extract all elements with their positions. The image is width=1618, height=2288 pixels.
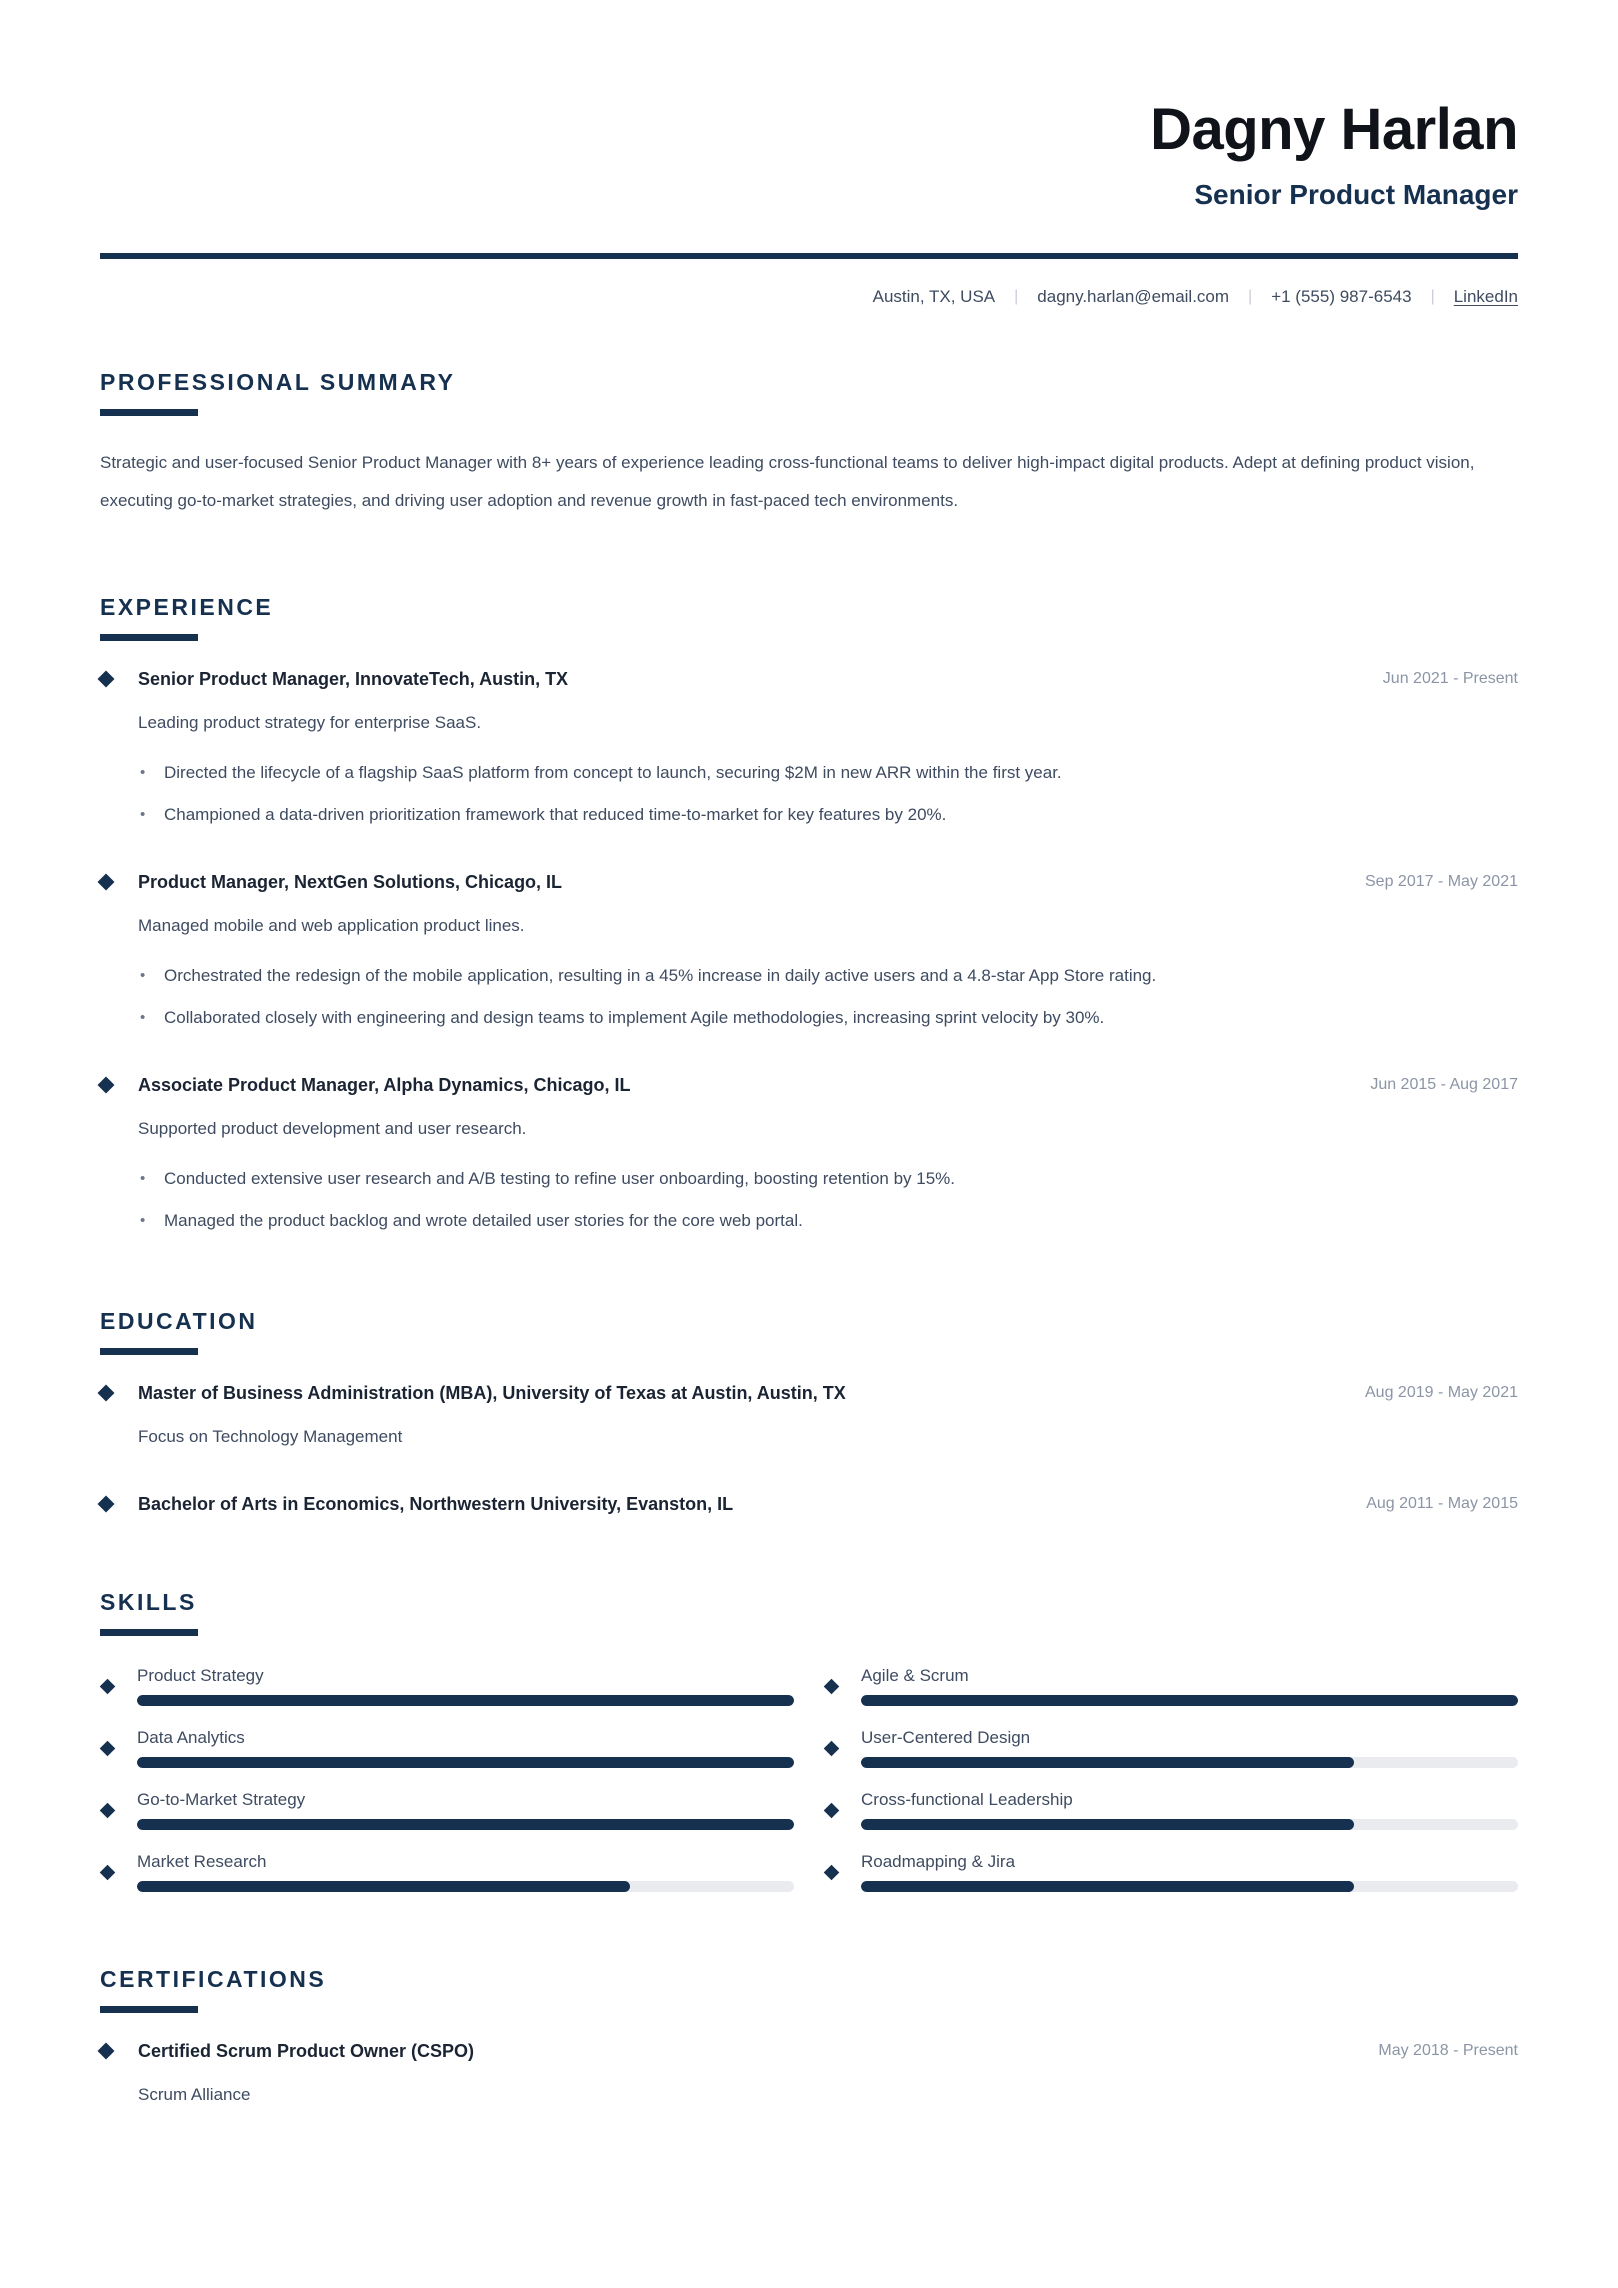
entry-header xyxy=(100,872,1518,893)
skill-label: Market Research xyxy=(137,1851,267,1871)
entry-subtitle: Supported product development and user research. xyxy=(138,1118,527,1138)
bullet-point: • Conducted extensive user research and A/B testing to refine user onboarding, boosting retention by 15%. xyxy=(138,1166,1518,1192)
section-experience xyxy=(100,594,1518,1234)
entry-date: Aug 2019 - May 2021 xyxy=(1365,1384,1518,1402)
skill-progress-track xyxy=(137,1881,794,1892)
skill-item xyxy=(824,1790,1518,1830)
section-education xyxy=(100,1308,1518,1515)
section-title: CERTIFICATIONS xyxy=(100,1965,327,1992)
bullet-point: • Managed the product backlog and wrote detailed user stories for the core web portal. xyxy=(138,1208,1518,1234)
section-title: PROFESSIONAL SUMMARY xyxy=(100,368,456,395)
diamond-bullet-icon xyxy=(824,1741,840,1757)
entry-date: Jun 2015 - Aug 2017 xyxy=(1370,1076,1518,1094)
bullet-point: • Directed the lifecycle of a flagship SaaS platform from concept to launch, securing $2M in new ARR within the first year. xyxy=(138,760,1518,786)
header-divider xyxy=(100,253,1518,259)
section-title-underline xyxy=(100,409,198,416)
summary-text: Strategic and user-focused Senior Product Manager with 8+ years of experience leading cross-functional teams to deliver high-impact digital products. Adept at defining product vision, executing go-to-market strategies, and driving user adoption and revenue growth in fast-paced tech environments. xyxy=(100,452,1475,510)
entry-subtitle: Scrum Alliance xyxy=(138,2084,251,2104)
contact-email: dagny.harlan@email.com xyxy=(1037,286,1230,306)
diamond-bullet-icon xyxy=(98,1077,115,1094)
bullet-point: • Championed a data-driven prioritization framework that reduced time-to-market for key features by 20%. xyxy=(138,802,1518,828)
skill-item xyxy=(824,1728,1518,1768)
skill-item xyxy=(100,1790,794,1830)
entry-bullet-list xyxy=(138,1166,1518,1234)
diamond-bullet-icon xyxy=(98,1385,115,1402)
entry-title: Master of Business Administration (MBA), University of Texas at Austin, Austin, TX xyxy=(138,1382,846,1403)
diamond-bullet-icon xyxy=(100,1679,116,1695)
skill-progress-fill xyxy=(861,1695,1518,1706)
entry-title: Certified Scrum Product Owner (CSPO) xyxy=(138,2040,475,2061)
skill-item xyxy=(100,1728,794,1768)
skills-grid xyxy=(100,1666,1518,1892)
entry-subtitle: Leading product strategy for enterprise SaaS. xyxy=(138,712,482,732)
section-title: SKILLS xyxy=(100,1588,197,1615)
experience-entry xyxy=(100,1075,1518,1234)
entry-header xyxy=(100,1494,1518,1515)
skill-progress-track xyxy=(137,1819,794,1830)
skill-progress-fill xyxy=(137,1819,794,1830)
candidate-name: Dagny Harlan xyxy=(1150,97,1518,162)
skill-progress-track xyxy=(137,1757,794,1768)
diamond-bullet-icon xyxy=(98,1496,115,1513)
education-entry xyxy=(100,1494,1518,1515)
skill-item xyxy=(100,1666,794,1706)
contact-row xyxy=(100,287,1518,307)
entry-date: Jun 2021 - Present xyxy=(1382,670,1518,688)
skill-item xyxy=(824,1666,1518,1706)
linkedin-link[interactable]: LinkedIn xyxy=(1453,286,1518,306)
entry-title: Associate Product Manager, Alpha Dynamics, Chicago, IL xyxy=(138,1074,631,1095)
experience-entry xyxy=(100,669,1518,828)
skill-progress-track xyxy=(861,1695,1518,1706)
skill-progress-track xyxy=(861,1881,1518,1892)
section-skills xyxy=(100,1589,1518,1892)
skill-progress-track xyxy=(861,1819,1518,1830)
bullet-point: • Collaborated closely with engineering and design teams to implement Agile methodologies, increasing sprint velocity by 30%. xyxy=(138,1005,1518,1031)
section-title: EDUCATION xyxy=(100,1307,258,1334)
skill-progress-fill xyxy=(861,1757,1354,1768)
skill-label: Product Strategy xyxy=(137,1665,264,1685)
diamond-bullet-icon xyxy=(100,1741,116,1757)
skill-progress-fill xyxy=(137,1757,794,1768)
entry-bullet-list xyxy=(138,963,1518,1031)
section-title-underline xyxy=(100,1629,198,1636)
bullet-point: • Orchestrated the redesign of the mobile application, resulting in a 45% increase in daily active users and a 4.8-star App Store rating. xyxy=(138,963,1518,989)
section-summary xyxy=(100,369,1518,520)
contact-separator: | xyxy=(1248,287,1253,305)
section-certifications xyxy=(100,1966,1518,2108)
skill-progress-track xyxy=(137,1695,794,1706)
skill-item xyxy=(100,1852,794,1892)
skill-progress-fill xyxy=(137,1881,630,1892)
entry-header xyxy=(100,2041,1518,2062)
diamond-bullet-icon xyxy=(98,2043,115,2060)
resume-header xyxy=(100,97,1518,307)
entry-subtitle: Managed mobile and web application product lines. xyxy=(138,915,525,935)
diamond-bullet-icon xyxy=(824,1865,840,1881)
section-title-underline xyxy=(100,634,198,641)
diamond-bullet-icon xyxy=(100,1865,116,1881)
entry-subtitle: Focus on Technology Management xyxy=(138,1426,403,1446)
contact-separator: | xyxy=(1430,287,1435,305)
education-entry xyxy=(100,1383,1518,1450)
skill-label: Cross-functional Leadership xyxy=(861,1789,1073,1809)
candidate-role: Senior Product Manager xyxy=(1194,178,1518,210)
skill-label: User-Centered Design xyxy=(861,1727,1031,1747)
skill-progress-fill xyxy=(137,1695,794,1706)
certification-entries xyxy=(100,2041,1518,2108)
diamond-bullet-icon xyxy=(100,1803,116,1819)
skill-progress-track xyxy=(861,1757,1518,1768)
experience-entries xyxy=(100,669,1518,1234)
certification-entry xyxy=(100,2041,1518,2108)
experience-entry xyxy=(100,872,1518,1031)
contact-phone: +1 (555) 987-6543 xyxy=(1271,286,1412,306)
skill-label: Data Analytics xyxy=(137,1727,245,1747)
skill-progress-fill xyxy=(861,1881,1354,1892)
contact-separator: | xyxy=(1014,287,1019,305)
entry-bullet-list xyxy=(138,760,1518,828)
skill-progress-fill xyxy=(861,1819,1354,1830)
skill-item xyxy=(824,1852,1518,1892)
diamond-bullet-icon xyxy=(98,671,115,688)
entry-header xyxy=(100,1383,1518,1404)
section-title-underline xyxy=(100,1348,198,1355)
skill-label: Roadmapping & Jira xyxy=(861,1851,1016,1871)
diamond-bullet-icon xyxy=(98,874,115,891)
section-title: EXPERIENCE xyxy=(100,593,274,620)
skill-label: Agile & Scrum xyxy=(861,1665,969,1685)
contact-location: Austin, TX, USA xyxy=(872,286,996,306)
entry-title: Product Manager, NextGen Solutions, Chicago, IL xyxy=(138,871,563,892)
entry-title: Bachelor of Arts in Economics, Northwestern University, Evanston, IL xyxy=(138,1493,734,1514)
diamond-bullet-icon xyxy=(824,1679,840,1695)
skill-label: Go-to-Market Strategy xyxy=(137,1789,306,1809)
education-entries xyxy=(100,1383,1518,1515)
entry-date: May 2018 - Present xyxy=(1378,2042,1518,2060)
entry-header xyxy=(100,669,1518,690)
entry-date: Sep 2017 - May 2021 xyxy=(1365,873,1518,891)
entry-title: Senior Product Manager, InnovateTech, Austin, TX xyxy=(138,668,569,689)
diamond-bullet-icon xyxy=(824,1803,840,1819)
entry-header xyxy=(100,1075,1518,1096)
entry-date: Aug 2011 - May 2015 xyxy=(1366,1495,1518,1513)
section-title-underline xyxy=(100,2006,198,2013)
